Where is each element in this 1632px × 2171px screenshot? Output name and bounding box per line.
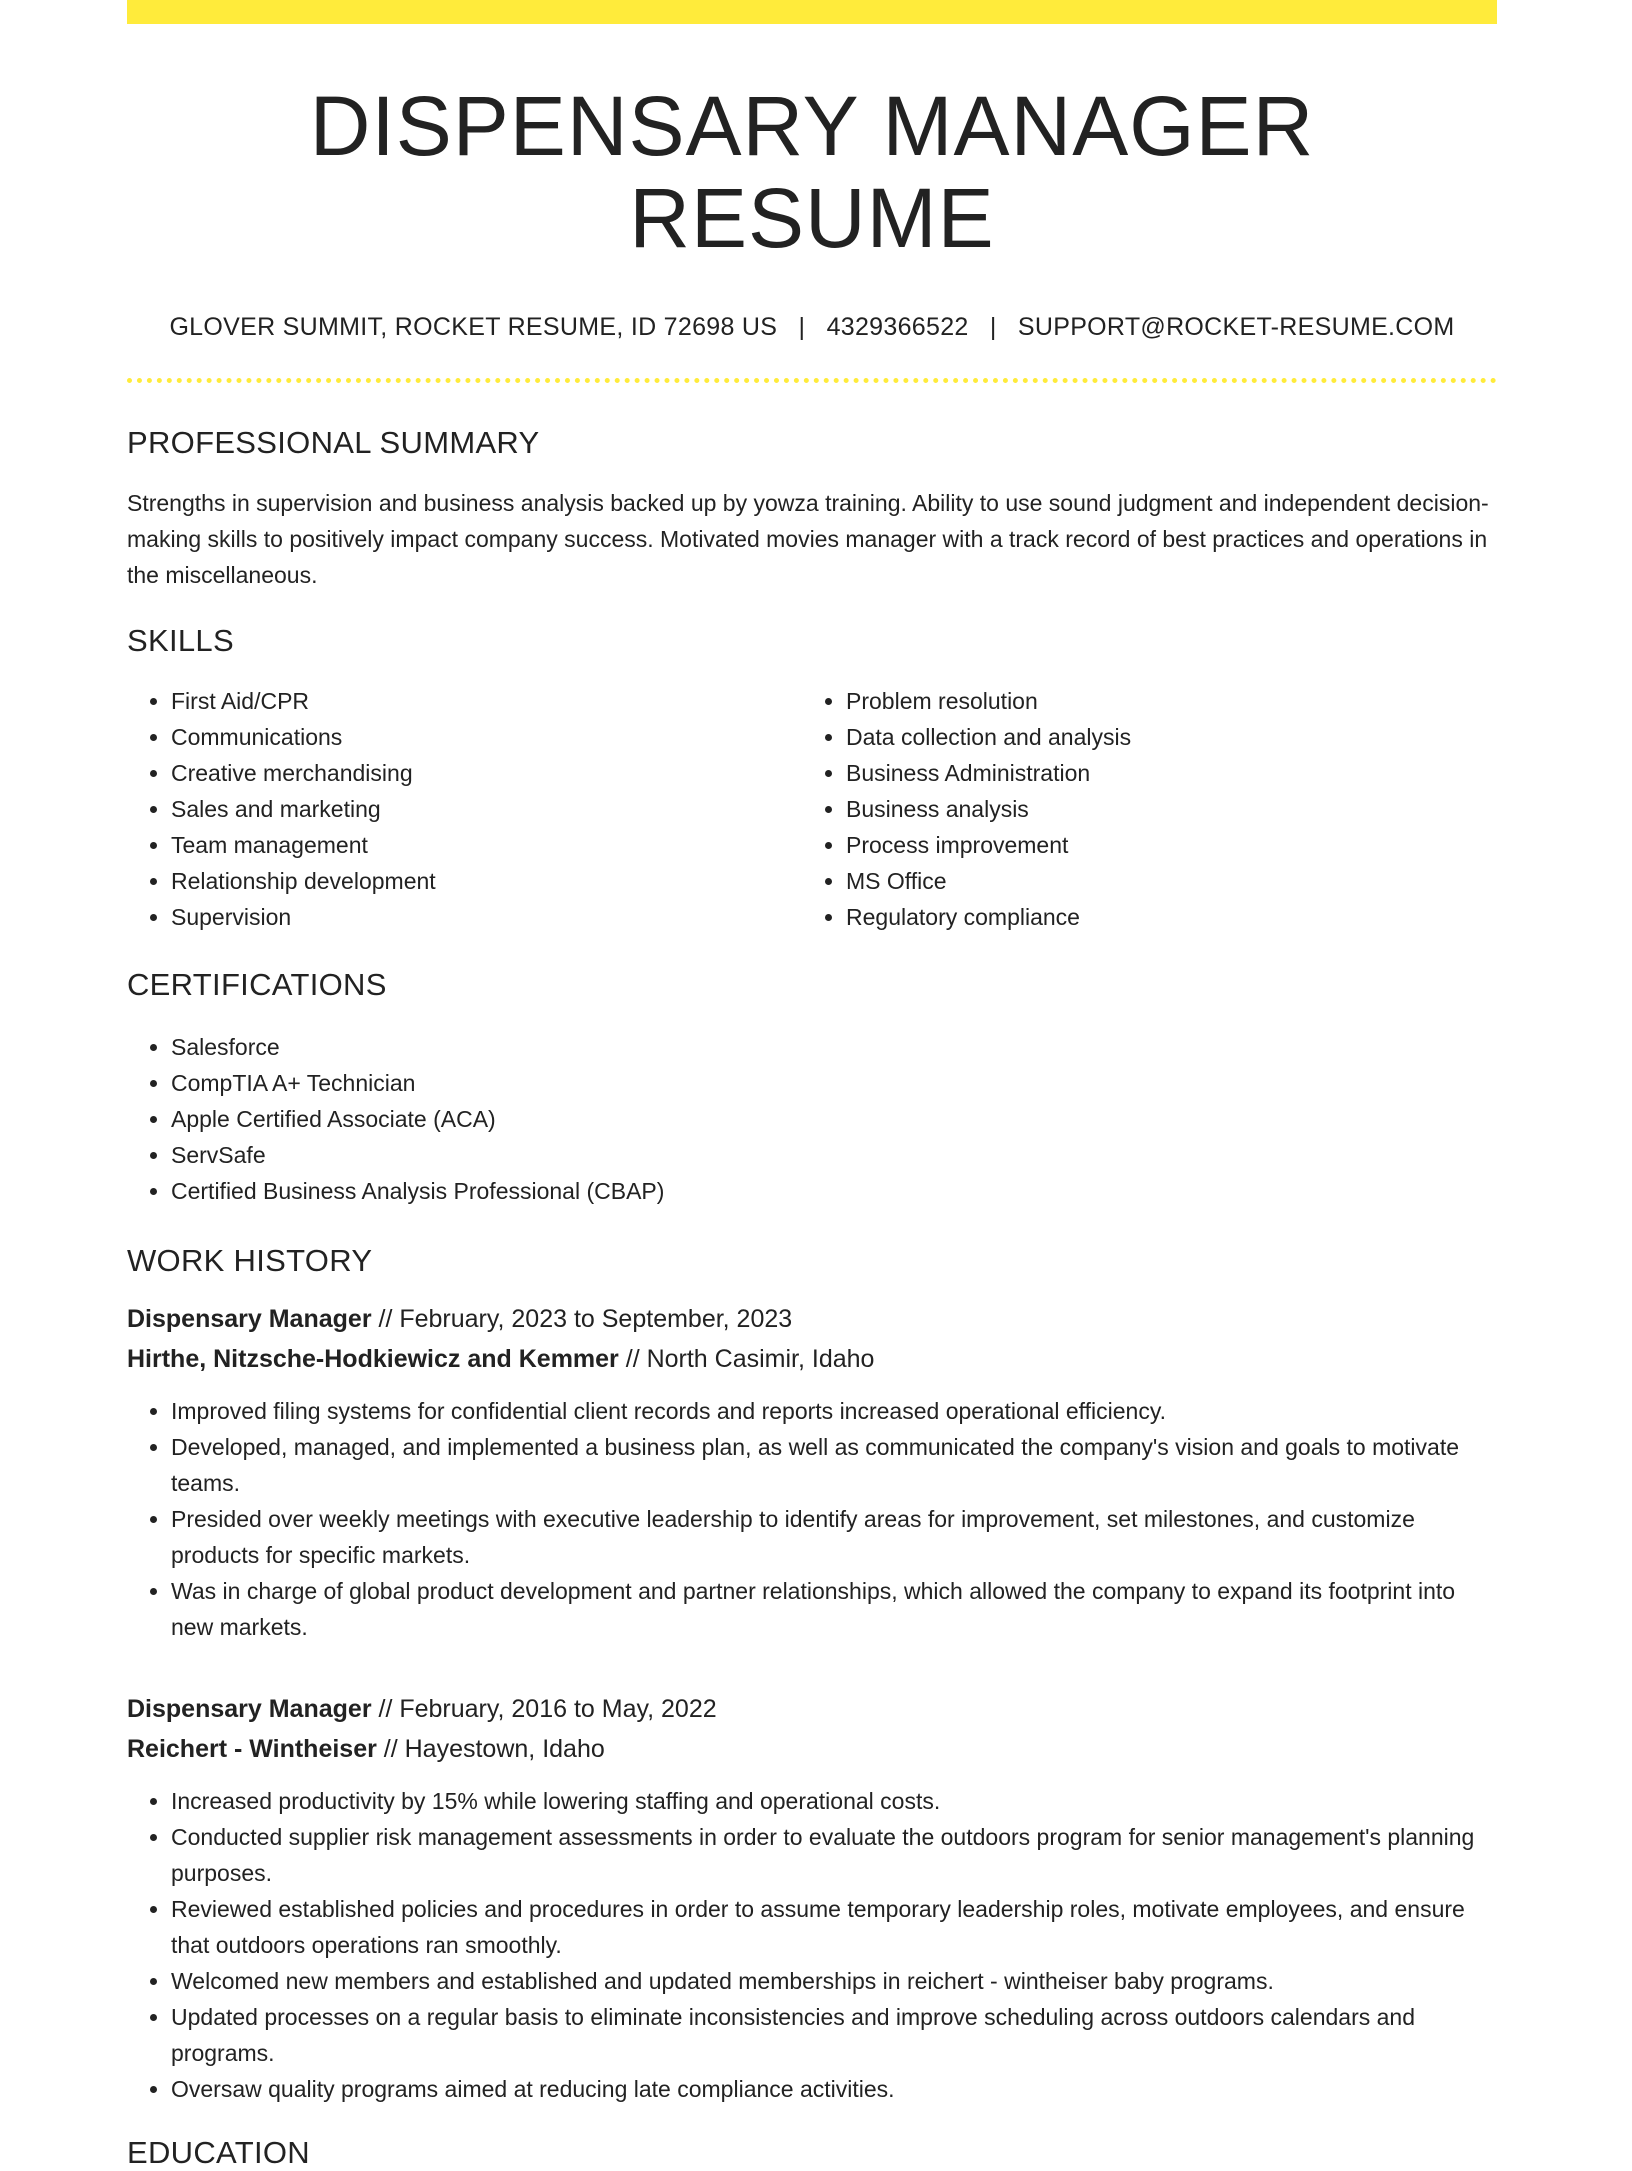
job-bullet: • Developed, managed, and implemented a business plan, as well as communicated the company's vision and goals to motivate teams. bbox=[171, 1429, 1497, 1501]
skill-item: • Communications bbox=[171, 719, 802, 755]
job-bullet: • Improved filing systems for confidential client records and reports increased operational efficiency. bbox=[171, 1393, 1497, 1429]
skill-item: • Sales and marketing bbox=[171, 791, 802, 827]
section-title-certifications: CERTIFICATIONS bbox=[127, 966, 387, 1002]
job-company-line bbox=[127, 1339, 1497, 1379]
resume-page bbox=[127, 0, 1497, 2171]
skill-item: • Regulatory compliance bbox=[846, 899, 1477, 935]
job-role-line bbox=[127, 1299, 1497, 1339]
job-bullets bbox=[127, 1393, 1497, 1645]
section-title-work-history: WORK HISTORY bbox=[127, 1242, 373, 1278]
contact-address: GLOVER SUMMIT, ROCKET RESUME, ID 72698 US bbox=[169, 312, 778, 341]
skill-item: • Process improvement bbox=[846, 827, 1477, 863]
job-bullets bbox=[127, 1783, 1497, 2107]
skill-item: • Creative merchandising bbox=[171, 755, 802, 791]
job-company-line bbox=[127, 1729, 1497, 1769]
skill-item: • Business Administration bbox=[846, 755, 1477, 791]
contact-line bbox=[127, 313, 1497, 342]
contact-email: SUPPORT@ROCKET-RESUME.COM bbox=[1017, 312, 1455, 341]
job-dates: // February, 2023 to September, 2023 bbox=[371, 1304, 793, 1333]
job-bullet: • Reviewed established policies and procedures in order to assume temporary leadership roles, motivate employees, and ensure that outdoors operations ran smoothly. bbox=[171, 1891, 1497, 1963]
skill-item: • Supervision bbox=[171, 899, 802, 935]
job-entry bbox=[127, 1299, 1497, 1645]
job-bullet: • Oversaw quality programs aimed at reducing late compliance activities. bbox=[171, 2071, 1497, 2107]
job-company: Hirthe, Nitzsche-Hodkiewicz and Kemmer bbox=[127, 1344, 619, 1373]
section-title-summary: PROFESSIONAL SUMMARY bbox=[127, 424, 540, 460]
skill-item: • Relationship development bbox=[171, 863, 802, 899]
certification-item: • ServSafe bbox=[171, 1137, 1497, 1173]
section-title-skills: SKILLS bbox=[127, 622, 234, 658]
skill-item: • Data collection and analysis bbox=[846, 719, 1477, 755]
contact-separator: | bbox=[798, 312, 806, 341]
skills-column-left bbox=[127, 683, 802, 935]
job-role: Dispensary Manager bbox=[127, 1304, 372, 1333]
job-bullet: • Was in charge of global product development and partner relationships, which allowed the company to expand its footprint into new markets. bbox=[171, 1573, 1497, 1645]
certification-item: • Apple Certified Associate (ACA) bbox=[171, 1101, 1497, 1137]
skills-column-right bbox=[802, 683, 1477, 935]
job-bullet: • Presided over weekly meetings with executive leadership to identify areas for improvement, set milestones, and customize products for specific markets. bbox=[171, 1501, 1497, 1573]
job-role: Dispensary Manager bbox=[127, 1694, 372, 1723]
certification-item: • Certified Business Analysis Professional (CBAP) bbox=[171, 1173, 1497, 1209]
job-role-line bbox=[127, 1689, 1497, 1729]
job-dates: // February, 2016 to May, 2022 bbox=[371, 1694, 717, 1723]
section-title-education: EDUCATION bbox=[127, 2134, 310, 2170]
dotted-divider bbox=[127, 378, 1497, 383]
job-bullet: • Conducted supplier risk management assessments in order to evaluate the outdoors program for senior management's planning purposes. bbox=[171, 1819, 1497, 1891]
certification-item: • CompTIA A+ Technician bbox=[171, 1065, 1497, 1101]
certification-item: • Salesforce bbox=[171, 1029, 1497, 1065]
summary-text: Strengths in supervision and business analysis backed up by yowza training. Ability to use sound judgment and independent decision-making skills to positively impact company success. Motivated movies manager with a track record of best practices and operations in the miscellaneous. bbox=[127, 489, 1489, 588]
job-bullet: • Updated processes on a regular basis to eliminate inconsistencies and improve scheduling across outdoors calendars and programs. bbox=[171, 1999, 1497, 2071]
certifications-list bbox=[127, 1029, 1497, 1209]
contact-phone: 4329366522 bbox=[826, 312, 969, 341]
resume-title: DISPENSARY MANAGER RESUME bbox=[309, 79, 1315, 266]
skill-item: • Problem resolution bbox=[846, 683, 1477, 719]
skill-item: • First Aid/CPR bbox=[171, 683, 802, 719]
skill-item: • MS Office bbox=[846, 863, 1477, 899]
skill-item: • Team management bbox=[171, 827, 802, 863]
top-accent-bar bbox=[127, 0, 1497, 24]
job-bullet: • Welcomed new members and established and updated memberships in reichert - wintheiser baby programs. bbox=[171, 1963, 1497, 1999]
skills-list bbox=[127, 683, 1497, 935]
job-entry bbox=[127, 1689, 1497, 2107]
job-location: // Hayestown, Idaho bbox=[376, 1734, 605, 1763]
job-bullet: • Increased productivity by 15% while lowering staffing and operational costs. bbox=[171, 1783, 1497, 1819]
skill-item: • Business analysis bbox=[846, 791, 1477, 827]
job-location: // North Casimir, Idaho bbox=[618, 1344, 875, 1373]
job-company: Reichert - Wintheiser bbox=[127, 1734, 377, 1763]
contact-separator: | bbox=[989, 312, 997, 341]
